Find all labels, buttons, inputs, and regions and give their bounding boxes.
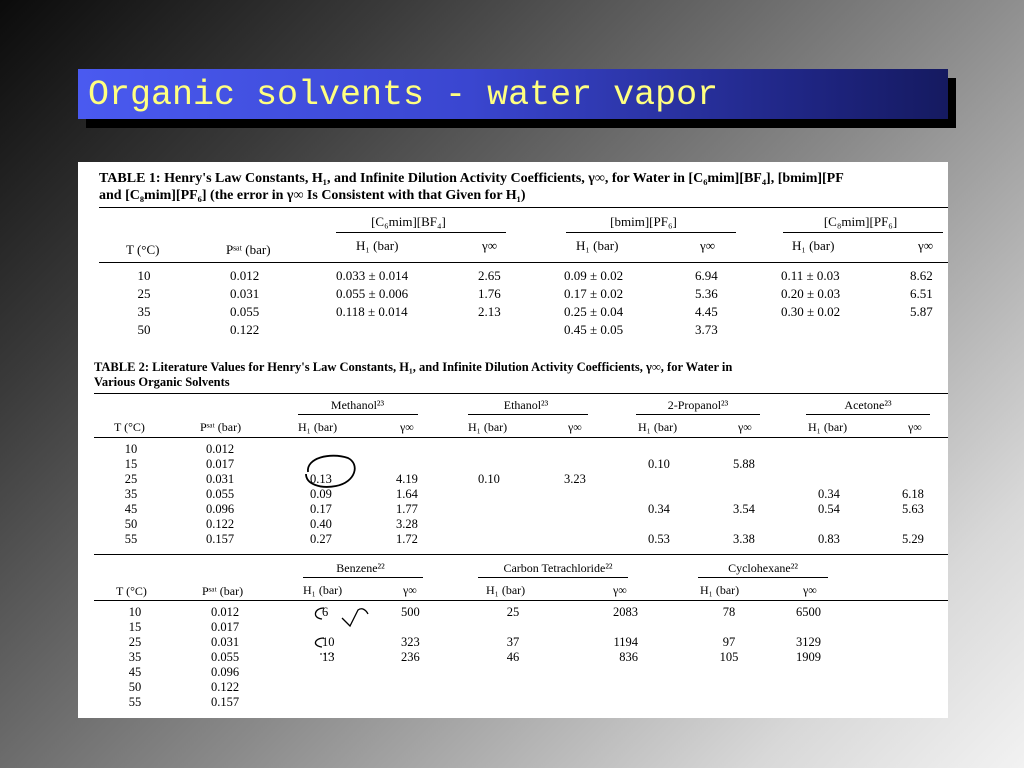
table2-cell xyxy=(818,517,858,532)
table2-group-cyclohexane: Cyclohexane²² xyxy=(728,561,798,575)
table2-lower-header-t: T (°C) xyxy=(116,584,147,598)
table2-cell xyxy=(818,442,858,457)
table2-cell: 5.88 xyxy=(733,457,755,471)
table1-caption-line2: and [C₈mim][PF₆] (the error in γ∞ Is Consistent with that Given for H₁) xyxy=(99,188,526,203)
table1-header-h1: H₁ (bar) xyxy=(356,238,399,253)
table2-cell xyxy=(818,457,858,472)
table2-cell xyxy=(478,457,518,472)
table2-header-h-ethanol: H₁ (bar) xyxy=(468,420,508,434)
table2-cell: 37 xyxy=(506,635,520,649)
table2-col-ethanol-h xyxy=(478,442,518,547)
table1-cell: 0.118 ± 0.014 xyxy=(336,304,408,319)
table1-cell: 0.033 ± 0.014 xyxy=(336,268,409,283)
table2-cell: 6500 xyxy=(796,605,821,619)
table2-lower-header-p: Pˢᵃᵗ (bar) xyxy=(202,584,244,598)
table1-top-rule xyxy=(99,207,948,208)
table2-cell: 4.19 xyxy=(396,472,418,486)
table2-caption-line2: Various Organic Solvents xyxy=(94,375,230,389)
table1-group-rule-3 xyxy=(783,232,943,233)
table2-header-g-ethanol: γ∞ xyxy=(568,420,582,434)
table1-cell: 2.13 xyxy=(478,304,501,319)
table1-cell: 0.17 ± 0.02 xyxy=(564,286,624,301)
table2-cell: 55 xyxy=(128,695,142,709)
table1-header-h3: H₁ (bar) xyxy=(792,238,835,253)
table2-rule-methanol xyxy=(298,414,418,415)
table2-cell: 3129 xyxy=(796,635,821,649)
table2-cell xyxy=(322,680,352,695)
table2-col-methanol-g xyxy=(396,442,436,547)
table2-rule-benzene xyxy=(303,577,423,578)
table2-cell: 6 xyxy=(322,605,329,619)
table2-col-propanol-g xyxy=(733,442,773,547)
table2-cell: 1909 xyxy=(796,650,821,664)
table2-cell xyxy=(396,442,436,457)
table1-caption-line1: TABLE 1: Henry's Law Constants, H₁, and Infinite Dilution Activity Coefficients, γ∞, for Water in [C₆mim][BF₄], [bmim][PF xyxy=(99,171,844,186)
table2-cell: 105 xyxy=(719,650,739,664)
table2-cell: 97 xyxy=(722,635,736,649)
table1-cell: 0.055 xyxy=(230,304,260,319)
table2-cell: 13 xyxy=(322,650,335,664)
table1-cell: 35 xyxy=(137,304,151,319)
table2-cell: 0.53 xyxy=(648,532,670,546)
table1-cell xyxy=(781,321,891,339)
table2-cell: 0.031 xyxy=(206,472,235,486)
table2-cell: 10 xyxy=(128,605,142,619)
table1-cell: 4.45 xyxy=(695,304,718,319)
table1-cell: 2.65 xyxy=(478,268,501,283)
table2-col-cyclohexane-g xyxy=(796,605,836,710)
table2-cell xyxy=(796,665,836,680)
table2-header-g-acetone: γ∞ xyxy=(908,420,922,434)
table2-cell xyxy=(648,472,688,487)
table2-cell: 0.012 xyxy=(211,605,240,619)
table2-cell xyxy=(498,620,528,635)
table2-cell xyxy=(796,620,836,635)
table1-cell xyxy=(478,321,518,339)
table2-cell: 0.055 xyxy=(206,487,235,501)
table2-cell xyxy=(564,487,604,502)
table2-cell xyxy=(711,665,747,680)
table2-cell: 3.38 xyxy=(733,532,755,546)
table2-cell xyxy=(478,487,518,502)
table2-cell: 0.09 xyxy=(310,487,332,501)
table2-top-rule xyxy=(94,393,948,394)
table2-header-g-cyclohexane: γ∞ xyxy=(803,583,817,597)
table1-header-g2: γ∞ xyxy=(700,238,716,253)
table2-header-t: T (°C) xyxy=(114,420,145,434)
table1-group-1: [C₆mim][BF₄] xyxy=(371,214,446,229)
table2-cell xyxy=(648,442,688,457)
table1-header-p: Pˢᵃᵗ (bar) xyxy=(226,242,271,257)
table2-col-benzene-g xyxy=(401,605,441,710)
table2-col-cyclohexane-h xyxy=(711,605,747,710)
table1-cell xyxy=(910,321,948,339)
table2-col-ccl4-g xyxy=(598,605,638,710)
table1-col-g3-h xyxy=(781,267,891,339)
table2-cell: 10 xyxy=(322,635,335,649)
table1-col-g2-g xyxy=(695,267,735,339)
table2-cell xyxy=(598,680,638,695)
table2-cell: 323 xyxy=(401,635,420,649)
table2-cell: 50 xyxy=(124,517,138,531)
table2-middle-rule xyxy=(94,554,948,555)
table2-cell xyxy=(498,665,528,680)
table2-cell xyxy=(796,695,836,710)
table2-cell xyxy=(498,680,528,695)
table1-cell: 25 xyxy=(137,286,151,301)
table2-cell: 0.122 xyxy=(211,680,240,694)
table2-cell: 50 xyxy=(128,680,142,694)
table2-cell: 1.64 xyxy=(396,487,418,501)
table2-cell: 0.096 xyxy=(211,665,240,679)
table1-group-2: [bmim][PF₆] xyxy=(610,214,677,229)
table2-cell: 0.83 xyxy=(818,532,840,546)
table1-cell: 5.36 xyxy=(695,286,718,301)
table2-cell: 0.34 xyxy=(818,487,840,501)
table2-group-ethanol: Ethanol²³ xyxy=(503,398,549,412)
table2-cell: 0.017 xyxy=(211,620,240,634)
table2-lower-col-t xyxy=(120,605,150,710)
table2-cell: 55 xyxy=(124,532,138,546)
table2-cell: 0.031 xyxy=(211,635,240,649)
table2-cell xyxy=(564,517,604,532)
table2-lower-col-p xyxy=(211,605,261,710)
table2-cell: 0.157 xyxy=(206,532,235,546)
table2-cell: 25 xyxy=(506,605,520,619)
table1-cell: 8.62 xyxy=(910,268,933,283)
table2-cell: 2083 xyxy=(613,605,638,619)
table2-header-g-propanol: γ∞ xyxy=(738,420,752,434)
table2-cell xyxy=(396,457,436,472)
table2-cell: 15 xyxy=(124,457,138,471)
table1-header-g3: γ∞ xyxy=(918,238,934,253)
table1-cell: 1.76 xyxy=(478,286,501,301)
table2-cell xyxy=(902,442,942,457)
table2-cell: 0.157 xyxy=(211,695,240,709)
table2-cell: 5.63 xyxy=(902,502,924,516)
table2-cell xyxy=(902,457,942,472)
table2-header-g-benzene: γ∞ xyxy=(403,583,417,597)
table1-image xyxy=(78,162,948,352)
table2-cell: 0.017 xyxy=(206,457,235,471)
table1-cell xyxy=(336,321,456,339)
table1-col-p xyxy=(230,267,290,339)
table2-header-rule xyxy=(94,437,948,438)
table1-cell: 6.94 xyxy=(695,268,718,283)
table1-header-h2: H₁ (bar) xyxy=(576,238,619,253)
table2-cell xyxy=(648,517,688,532)
table2-cell xyxy=(401,680,441,695)
table2-cell xyxy=(711,620,747,635)
table1-cell: 6.51 xyxy=(910,286,933,301)
table2-col-propanol-h xyxy=(648,442,688,547)
table1-cell: 50 xyxy=(137,322,151,337)
table1-cell: 5.87 xyxy=(910,304,933,319)
table2-cell: 1194 xyxy=(613,635,638,649)
table2-cell: 45 xyxy=(124,502,138,516)
table2-cell xyxy=(498,695,528,710)
table1-col-g1-h xyxy=(336,267,456,339)
table2-header-p: Pˢᵃᵗ (bar) xyxy=(200,420,242,434)
table2-cell xyxy=(711,695,747,710)
table1-header-t: T (°C) xyxy=(126,242,160,257)
table2-cell xyxy=(478,532,518,547)
table2-cell xyxy=(478,502,518,517)
table2-cell: 1.77 xyxy=(396,502,418,516)
table2-cell xyxy=(733,472,773,487)
table2-cell xyxy=(564,442,604,457)
table2-cell xyxy=(796,680,836,695)
table2-cell: 0.055 xyxy=(211,650,240,664)
table2-cell xyxy=(711,680,747,695)
table2-cell xyxy=(478,517,518,532)
table1-col-g1-g xyxy=(478,267,518,339)
table2-cell: 3.54 xyxy=(733,502,755,516)
handwritten-bracket-marks xyxy=(306,602,386,666)
table2-cell: 0.17 xyxy=(310,502,332,516)
table2-group-propanol: 2-Propanol²³ xyxy=(667,398,729,412)
table2-cell xyxy=(733,517,773,532)
table2-cell: 0.10 xyxy=(648,457,670,471)
table2-cell: 35 xyxy=(128,650,142,664)
table2-cell: 46 xyxy=(506,650,520,664)
table2-group-acetone: Acetone²³ xyxy=(844,398,892,412)
table1-col-g3-g xyxy=(910,267,948,339)
table2-header-h-ccl4: H₁ (bar) xyxy=(486,583,526,597)
table1-group-rule-2 xyxy=(566,232,736,233)
table2-cell xyxy=(818,472,858,487)
table2-cell: 45 xyxy=(128,665,142,679)
table2-cell: 25 xyxy=(128,635,142,649)
table2-header-h-methanol: H₁ (bar) xyxy=(298,420,338,434)
table2-cell: 836 xyxy=(619,650,638,664)
table1-cell: 0.20 ± 0.03 xyxy=(781,286,841,301)
table2-cell xyxy=(902,517,942,532)
table1-group-3: [C₈mim][PF₆] xyxy=(823,214,898,229)
table2-header-h-cyclohexane: H₁ (bar) xyxy=(700,583,740,597)
table2-cell: 15 xyxy=(128,620,142,634)
table2-cell xyxy=(598,620,638,635)
table2-col-ccl4-h xyxy=(498,605,528,710)
table2-rule-cyclohexane xyxy=(698,577,828,578)
table2-cell: 236 xyxy=(401,650,420,664)
table1-cell: 0.055 ± 0.006 xyxy=(336,286,409,301)
table2-rule-ethanol xyxy=(468,414,588,415)
table2-cell: 25 xyxy=(124,472,138,486)
table2-cell xyxy=(401,665,441,680)
table2-cell xyxy=(401,620,441,635)
table2-cell: 0.54 xyxy=(818,502,840,516)
table1-cell: 10 xyxy=(137,268,151,283)
table2-cell: 500 xyxy=(401,605,420,619)
table2-cell: 0.27 xyxy=(310,532,332,546)
table2-header-h-propanol: H₁ (bar) xyxy=(638,420,678,434)
table2-col-acetone-g xyxy=(902,442,942,547)
table1-col-g2-h xyxy=(564,267,674,339)
handwritten-circle xyxy=(300,452,360,492)
table2-cell xyxy=(401,695,441,710)
table2-cell xyxy=(322,695,352,710)
table1-cell: 0.122 xyxy=(230,322,260,337)
table2-cell: 78 xyxy=(722,605,736,619)
table2-cell xyxy=(322,665,352,680)
table2-caption-line1: TABLE 2: Literature Values for Henry's Law Constants, H₁, and Infinite Dilution Activity Coefficients, γ∞, for Water in xyxy=(94,360,733,374)
table2-group-ccl4: Carbon Tetrachloride²² xyxy=(503,561,613,575)
table2-cell: 5.29 xyxy=(902,532,924,546)
table2-cell xyxy=(478,442,518,457)
table2-lower-header-rule xyxy=(94,600,948,601)
table2-cell: 3.23 xyxy=(564,472,586,486)
table1-cell: 0.11 ± 0.03 xyxy=(781,268,840,283)
table2-col-acetone-h xyxy=(818,442,858,547)
table2-header-h-acetone: H₁ (bar) xyxy=(808,420,848,434)
table2-cell: 0.122 xyxy=(206,517,235,531)
table1-cell: 3.73 xyxy=(695,322,718,337)
table2-cell: 0.012 xyxy=(206,442,235,456)
table2-group-methanol: Methanol²³ xyxy=(330,398,385,412)
table2-cell xyxy=(648,487,688,502)
table1-col-t xyxy=(126,267,162,339)
table1-cell: 0.031 xyxy=(230,286,260,301)
table2-cell: 6.18 xyxy=(902,487,924,501)
table2-cell xyxy=(902,472,942,487)
table2-cell: 0.40 xyxy=(310,517,332,531)
table2-rule-acetone xyxy=(806,414,930,415)
table2-header-g-ccl4: γ∞ xyxy=(613,583,627,597)
table1-header-g1: γ∞ xyxy=(482,238,498,253)
table2-cell xyxy=(564,502,604,517)
table2-group-benzene: Benzene²² xyxy=(336,561,385,575)
table2-cell: 0.096 xyxy=(206,502,235,516)
table2-cell xyxy=(564,457,604,472)
table1-header-rule xyxy=(99,262,948,263)
table2-header-h-benzene: H₁ (bar) xyxy=(303,583,343,597)
table2-cell: 0.13 xyxy=(310,472,332,486)
table2-cell xyxy=(733,442,773,457)
table2-image xyxy=(78,352,948,718)
table2-header-g-methanol: γ∞ xyxy=(400,420,414,434)
table1-group-rule-1 xyxy=(336,232,506,233)
table2-cell xyxy=(564,532,604,547)
table2-rule-ccl4 xyxy=(478,577,628,578)
table2-upper-col-p xyxy=(206,442,256,547)
table2-cell: 0.10 xyxy=(478,472,500,486)
table2-cell: 3.28 xyxy=(396,517,418,531)
table2-upper-col-t xyxy=(116,442,146,547)
table1-cell: 0.012 xyxy=(230,268,260,283)
table2-cell: 1.72 xyxy=(396,532,418,546)
table1-cell: 0.45 ± 0.05 xyxy=(564,322,624,337)
slide-title: Organic solvents - water vapor xyxy=(88,75,719,115)
table2-cell xyxy=(733,487,773,502)
table1-cell: 0.25 ± 0.04 xyxy=(564,304,624,319)
table2-cell: 10 xyxy=(124,442,138,456)
table1-cell: 0.30 ± 0.02 xyxy=(781,304,841,319)
table2-cell xyxy=(598,695,638,710)
title-bar xyxy=(78,69,948,119)
table2-cell: 0.34 xyxy=(648,502,670,516)
table2-col-ethanol-g xyxy=(564,442,604,547)
table2-rule-propanol xyxy=(636,414,760,415)
table1-cell: 0.09 ± 0.02 xyxy=(564,268,624,283)
table2-cell: 35 xyxy=(124,487,138,501)
table2-cell xyxy=(598,665,638,680)
